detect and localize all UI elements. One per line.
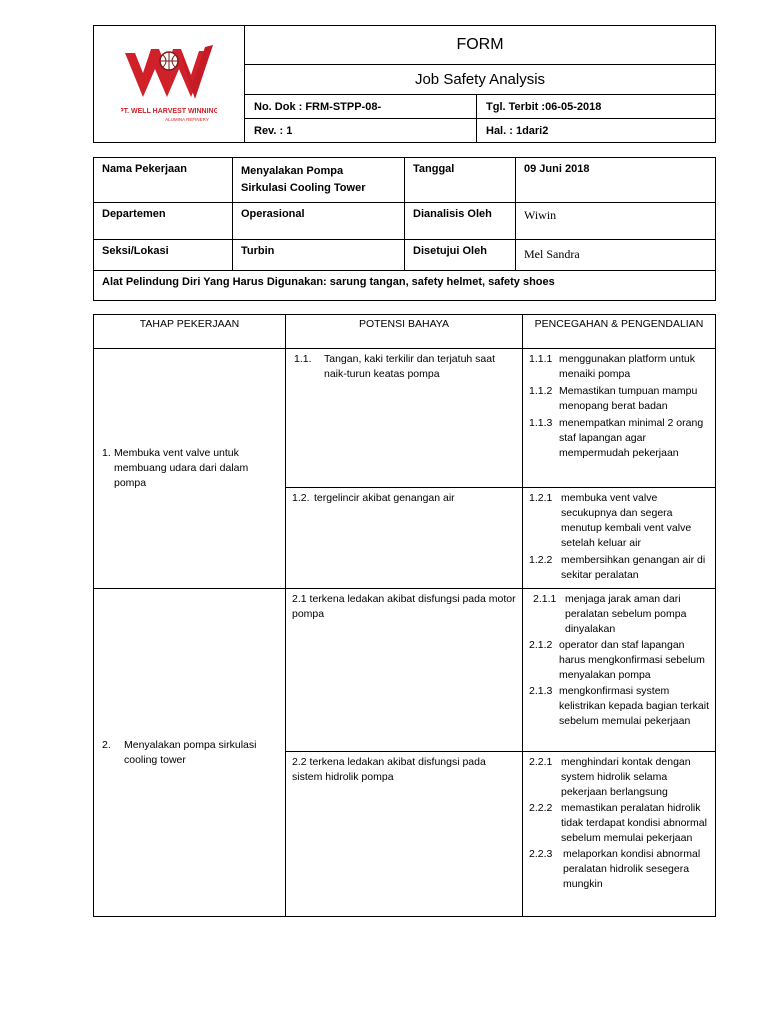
job-name-label: Nama Pekerjaan xyxy=(94,158,233,203)
step-2 xyxy=(94,738,285,768)
ppe-note: Alat Pelindung Diri Yang Harus Digunakan: sarung tangan, safety helmet, safety shoes xyxy=(94,271,716,301)
logo-subtext: ALUMINA REFINERY xyxy=(165,116,209,122)
header-tahap: TAHAP PEKERJAAN xyxy=(94,315,286,349)
table-row xyxy=(94,589,716,752)
control-text: Memastikan tumpuan mampu menopang berat badan xyxy=(559,385,698,412)
job-name-value xyxy=(233,158,405,203)
header-pencegahan: PENCEGAHAN & PENGENDALIAN xyxy=(523,315,716,349)
control-num: 2.2.3 xyxy=(529,848,553,860)
step-1-num: 1. xyxy=(102,447,111,459)
control-item xyxy=(529,801,709,846)
control-num: 1.1.3 xyxy=(529,417,553,429)
page-number: Hal. : 1dari2 xyxy=(477,119,716,143)
hazard-2-1 xyxy=(286,589,523,752)
company-logo-icon xyxy=(121,39,217,125)
job-name-line-2: Sirkulasi Cooling Tower xyxy=(241,182,366,194)
control-text: mengkonfirmasi system kelistrikan kepada bagian terkait sebelum memulai pekerjaan xyxy=(559,685,710,727)
control-text: memastikan peralatan hidrolik tidak terdapat kondisi abnormal sebelum memulai pekerjaan xyxy=(561,802,707,844)
hazard-1-1-item xyxy=(294,352,516,382)
control-num: 2.1.1 xyxy=(533,593,557,605)
control-num: 1.2.2 xyxy=(529,554,553,566)
hazard-1-2 xyxy=(286,488,523,589)
control-item xyxy=(529,592,709,637)
step-1-cell xyxy=(94,349,286,589)
form-header xyxy=(93,25,716,143)
control-item xyxy=(529,416,709,461)
control-num: 2.1.2 xyxy=(529,639,553,651)
hazard-1-1-text: Tangan, kaki terkilir dan terjatuh saat naik-turun keatas pompa xyxy=(324,353,496,380)
control-text: menggunakan platform untuk menaiki pompa xyxy=(559,353,696,380)
hazard-2-2 xyxy=(286,752,523,917)
control-2-1 xyxy=(523,589,716,752)
control-text: menempatkan minimal 2 orang staf lapangan agar mempermudah pekerjaan xyxy=(559,417,704,459)
logo-text: PT. WELL HARVEST WINNING xyxy=(121,107,217,115)
company-logo xyxy=(94,26,245,143)
control-2-2 xyxy=(523,752,716,917)
table-header-row xyxy=(94,315,716,349)
step-2-cell xyxy=(94,589,286,917)
form-title: Job Safety Analysis xyxy=(245,65,716,95)
revision: Rev. : 1 xyxy=(245,119,477,143)
hazard-2-2-item xyxy=(292,755,516,785)
hazard-1-2-text: tergelincir akibat genangan air xyxy=(314,492,455,504)
control-item xyxy=(529,491,709,551)
hazard-2-1-item xyxy=(292,592,516,622)
control-text: operator dan staf lapangan harus mengkonfirmasi sebelum menyalakan pompa xyxy=(559,639,705,681)
hazard-1-2-item xyxy=(292,491,516,506)
control-item xyxy=(529,352,709,382)
approved-by-value: Mel Sandra xyxy=(516,240,716,271)
control-item xyxy=(529,755,709,800)
control-1-2 xyxy=(523,488,716,589)
department-value: Operasional xyxy=(233,203,405,240)
step-1-text: Membuka vent valve untuk membuang udara dari dalam pompa xyxy=(114,447,249,489)
jsa-table xyxy=(93,314,716,917)
control-text: membuka vent valve secukupnya dan segera menutup kembali vent valve setelah keluar air xyxy=(561,492,692,549)
control-num: 1.1.2 xyxy=(529,385,553,397)
department-label: Departemen xyxy=(94,203,233,240)
header-potensi: POTENSI BAHAYA xyxy=(286,315,523,349)
analyzed-by-value: Wiwin xyxy=(516,203,716,240)
hazard-1-1 xyxy=(286,349,523,488)
control-text: menghindari kontak dengan system hidrolik selama pekerjaan berlangsung xyxy=(561,756,691,798)
control-item xyxy=(529,384,709,414)
section-value: Turbin xyxy=(233,240,405,271)
section-label: Seksi/Lokasi xyxy=(94,240,233,271)
hazard-1-2-num: 1.2. xyxy=(292,492,310,504)
hazard-2-2-num: 2.2 xyxy=(292,756,307,768)
control-item xyxy=(529,847,709,892)
date-value: 09 Juni 2018 xyxy=(516,158,716,203)
date-label: Tanggal xyxy=(405,158,516,203)
control-1-1 xyxy=(523,349,716,488)
job-info-table xyxy=(93,157,716,301)
control-num: 2.1.3 xyxy=(529,685,553,697)
step-2-text: Menyalakan pompa sirkulasi cooling tower xyxy=(124,738,257,766)
document-number: No. Dok : FRM-STPP-08- xyxy=(245,95,477,119)
control-text: menjaga jarak aman dari peralatan sebelum pompa dinyalakan xyxy=(565,593,687,635)
hazard-1-1-num: 1.1. xyxy=(294,353,312,365)
hazard-2-1-num: 2.1 xyxy=(292,593,307,605)
form-label: FORM xyxy=(245,26,716,65)
control-item xyxy=(529,684,709,729)
control-num: 2.2.2 xyxy=(529,802,553,814)
approved-by-label: Disetujui Oleh xyxy=(405,240,516,271)
step-1 xyxy=(94,446,285,491)
control-num: 1.1.1 xyxy=(529,353,553,365)
control-text: membersihkan genangan air di sekitar peralatan xyxy=(561,554,706,581)
control-num: 1.2.1 xyxy=(529,492,553,504)
job-name-line-1: Menyalakan Pompa xyxy=(241,165,344,177)
hazard-2-1-text: terkena ledakan akibat disfungsi pada motor pompa xyxy=(292,593,516,620)
publish-date: Tgl. Terbit :06-05-2018 xyxy=(477,95,716,119)
control-item xyxy=(529,553,709,583)
hazard-2-2-text: terkena ledakan akibat disfungsi pada sistem hidrolik pompa xyxy=(292,756,486,783)
control-num: 2.2.1 xyxy=(529,756,553,768)
step-2-num: 2. xyxy=(102,738,111,751)
control-text: melaporkan kondisi abnormal peralatan hidrolik sesegera mungkin xyxy=(563,848,701,890)
analyzed-by-label: Dianalisis Oleh xyxy=(405,203,516,240)
table-row xyxy=(94,349,716,488)
control-item xyxy=(529,638,709,683)
